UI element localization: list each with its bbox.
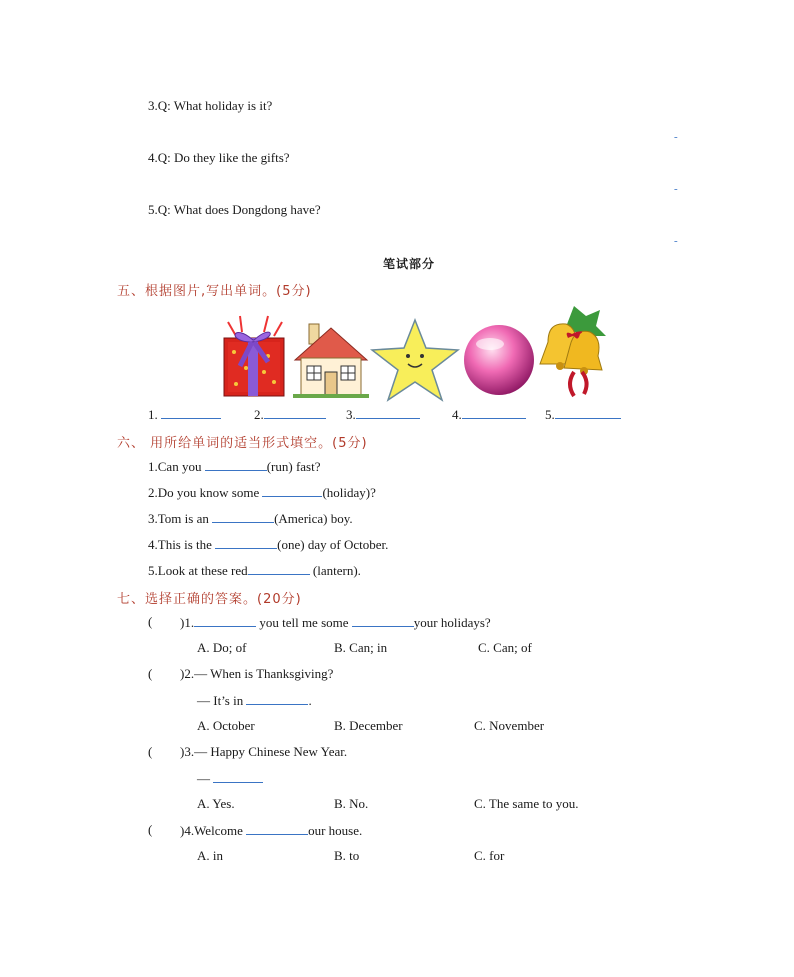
question-3: 3.Q: What holiday is it?: [148, 98, 273, 113]
answer-mark: -: [674, 131, 678, 143]
option-a[interactable]: A. Yes.: [197, 796, 235, 811]
choice-paren[interactable]: (: [148, 666, 153, 681]
answer-blank[interactable]: [194, 614, 256, 627]
option-a[interactable]: A. October: [197, 718, 255, 733]
answer-blank[interactable]: [352, 614, 414, 627]
choice-question-3-line2: —: [197, 770, 263, 787]
choice-question-2-line2: — It’s in .: [197, 693, 312, 708]
option-a[interactable]: A. in: [197, 848, 223, 863]
word-blank-5[interactable]: 5.: [545, 406, 621, 423]
answer-blank[interactable]: [262, 484, 322, 497]
answer-mark: -: [674, 183, 678, 195]
option-b[interactable]: B. Can; in: [334, 640, 388, 655]
question-5: 5.Q: What does Dongdong have?: [148, 202, 321, 217]
section-7-title: 七、选择正确的答案。(20分): [117, 592, 302, 607]
pink-ball-icon: [462, 322, 536, 398]
choice-question-3: )3.— Happy Chinese New Year.: [180, 744, 348, 759]
house-icon: [291, 320, 371, 400]
choice-paren[interactable]: (: [148, 614, 153, 629]
answer-mark: -: [674, 235, 678, 247]
choice-paren[interactable]: (: [148, 822, 153, 837]
choice-question-2: )2.— When is Thanksgiving?: [180, 666, 334, 681]
fill-item-3: 3.Tom is an (America) boy.: [148, 511, 353, 526]
answer-blank[interactable]: [246, 822, 308, 835]
option-c[interactable]: C. The same to you.: [474, 796, 579, 811]
word-blank-3[interactable]: 3.: [346, 406, 420, 423]
option-b[interactable]: B. December: [334, 718, 403, 733]
fill-item-5: 5.Look at these red (lantern).: [148, 563, 361, 578]
option-b[interactable]: B. to: [334, 848, 360, 863]
fill-item-4: 4.This is the (one) day of October.: [148, 537, 389, 552]
answer-blank[interactable]: [248, 562, 310, 575]
option-c[interactable]: C. for: [474, 848, 505, 863]
answer-blank[interactable]: [205, 458, 267, 471]
gift-box-icon: [218, 312, 290, 400]
bells-icon: [534, 302, 608, 400]
written-part-heading: 笔试部分: [383, 257, 436, 271]
word-blank-2[interactable]: 2.: [254, 406, 326, 423]
section-5-title: 五、根据图片,写出单词。(5分): [117, 284, 312, 299]
answer-blank[interactable]: [246, 692, 308, 705]
option-c[interactable]: C. November: [474, 718, 545, 733]
answer-blank[interactable]: [213, 770, 263, 783]
word-blank-4[interactable]: 4.: [452, 406, 526, 423]
fill-item-2: 2.Do you know some (holiday)?: [148, 485, 376, 500]
choice-paren[interactable]: (: [148, 744, 153, 759]
choice-question-4: )4.Welcome our house.: [180, 823, 363, 838]
option-c[interactable]: C. Can; of: [478, 640, 532, 655]
option-b[interactable]: B. No.: [334, 796, 369, 811]
answer-blank[interactable]: [215, 536, 277, 549]
word-blank-1[interactable]: 1.: [148, 406, 221, 423]
section-6-title: 六、 用所给单词的适当形式填空。(5分): [117, 436, 368, 451]
choice-question-1: )1. you tell me some your holidays?: [180, 615, 491, 630]
option-a[interactable]: A. Do; of: [197, 640, 247, 655]
fill-item-1: 1.Can you (run) fast?: [148, 459, 321, 474]
star-icon: [370, 318, 460, 402]
answer-blank[interactable]: [212, 510, 274, 523]
question-4: 4.Q: Do they like the gifts?: [148, 150, 290, 165]
